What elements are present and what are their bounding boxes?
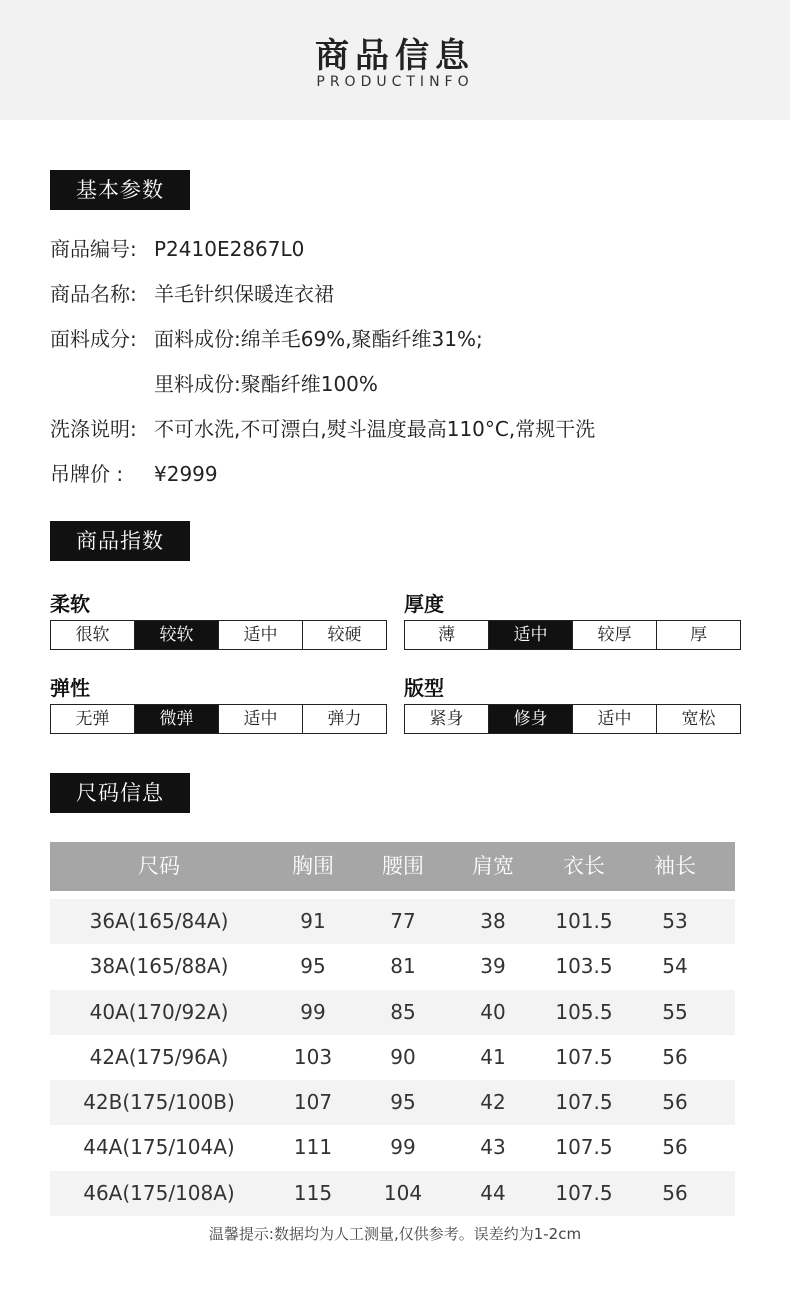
table-row [50,899,735,944]
size-cell: 85 [390,999,416,1024]
size-cell: 38 [480,909,506,933]
index-option: 较软 [135,621,219,649]
size-cell: 56 [662,1180,688,1205]
index-option: 厚 [690,625,707,645]
page-subtitle: PRODUCTINFO [316,74,474,90]
index-option: 弹力 [327,709,362,729]
table-row [50,990,735,1035]
size-cell: 101.5 [555,909,613,933]
size-cell: 99 [300,999,326,1024]
param-value: ¥2999 [154,462,218,486]
index-title-elasticity: 弹性 [50,676,90,700]
size-cell: 41 [480,1044,506,1069]
size-cell: 42 [480,1090,506,1115]
size-table [50,842,735,1216]
index-bar-softness [50,620,387,650]
param-row [50,369,378,399]
index-option: 适中 [489,621,573,649]
size-cell: 81 [390,954,416,979]
page-title: 商品信息 [315,36,475,76]
table-row [50,1125,735,1170]
size-cell: 90 [390,1044,416,1069]
param-row [50,324,483,354]
param-label: 吊牌价 : [50,462,124,486]
table-row [50,1171,735,1216]
size-cell: 105.5 [555,999,613,1024]
size-cell: 46A(175/108A) [83,1180,235,1205]
param-label: 面料成分: [50,327,137,351]
param-label: 洗涤说明: [50,417,137,441]
size-cell: 55 [662,999,688,1024]
size-cell: 54 [662,954,688,979]
index-option: 适中 [219,621,303,649]
size-header-cell: 衣长 [563,854,605,878]
size-header-cell: 胸围 [292,854,334,878]
index-bar-fit [404,704,741,734]
size-cell: 115 [293,1180,333,1205]
section-tag-size: 尺码信息 [50,773,190,813]
size-cell: 95 [390,1090,416,1115]
size-header-cell: 袖长 [654,854,696,878]
index-title-fit: 版型 [404,676,444,700]
index-option: 紧身 [405,705,489,733]
index-option: 适中 [219,705,303,733]
size-cell: 107.5 [555,1135,613,1160]
size-cell: 111 [293,1135,333,1160]
size-cell: 43 [480,1135,506,1160]
size-cell: 44A(175/104A) [83,1135,235,1160]
size-cell: 53 [662,909,688,933]
param-value: 不可水洗,不可漂白,熨斗温度最高110°C,常规干洗 [154,417,596,441]
param-row [50,414,595,444]
index-option: 适中 [573,705,657,733]
index-option: 无弹 [51,705,135,733]
table-row [50,1035,735,1080]
param-label: 商品名称: [50,282,137,306]
index-option: 修身 [489,705,573,733]
size-header-cell: 腰围 [382,854,424,878]
header-banner [0,0,790,120]
size-header-cell: 肩宽 [472,854,514,878]
size-cell: 40A(170/92A) [89,999,229,1024]
size-cell: 104 [383,1180,423,1205]
index-title-thickness: 厚度 [404,592,444,616]
table-row [50,1080,735,1125]
section-tag-index: 商品指数 [50,521,190,561]
size-cell: 107.5 [555,1180,613,1205]
size-cell: 95 [300,954,326,979]
size-cell: 42B(175/100B) [83,1090,235,1115]
size-cell: 107.5 [555,1044,613,1069]
size-header-cell: 尺码 [138,854,180,878]
size-cell: 56 [662,1090,688,1115]
size-cell: 39 [480,954,506,979]
size-cell: 44 [480,1180,506,1205]
index-option: 较硬 [327,625,362,645]
size-cell: 40 [480,999,506,1024]
size-cell: 99 [390,1135,416,1160]
size-cell: 38A(165/88A) [89,954,229,979]
size-cell: 107 [293,1090,333,1115]
index-option: 宽松 [681,709,716,729]
index-title-softness: 柔软 [50,592,90,616]
index-option: 很软 [51,621,135,649]
size-cell: 107.5 [555,1090,613,1115]
size-table-header [50,842,735,891]
size-note: 温馨提示:数据均为人工测量,仅供参考。误差约为1-2cm [208,1225,582,1243]
size-cell: 103 [293,1044,333,1069]
index-bar-elasticity [50,704,387,734]
param-row [50,234,304,264]
param-value: 里料成份:聚酯纤维100% [154,372,378,396]
size-cell: 91 [300,909,326,933]
table-row [50,944,735,989]
param-label: 商品编号: [50,237,137,261]
index-option: 微弹 [135,705,219,733]
param-row [50,279,334,309]
section-tag-basic: 基本参数 [50,170,190,210]
size-cell: 77 [390,909,416,933]
size-cell: 36A(165/84A) [89,909,229,933]
param-row [50,459,218,489]
index-bar-thickness [404,620,741,650]
size-cell: 56 [662,1044,688,1069]
param-value: 羊毛针织保暖连衣裙 [154,282,334,306]
param-value: 面料成份:绵羊毛69%,聚酯纤维31%; [154,327,483,351]
size-cell: 56 [662,1135,688,1160]
size-table-body [50,899,735,1216]
index-option: 较厚 [573,621,657,649]
index-option: 薄 [405,621,489,649]
size-cell: 103.5 [555,954,613,979]
size-cell: 42A(175/96A) [89,1044,229,1069]
param-value: P2410E2867L0 [154,237,305,261]
